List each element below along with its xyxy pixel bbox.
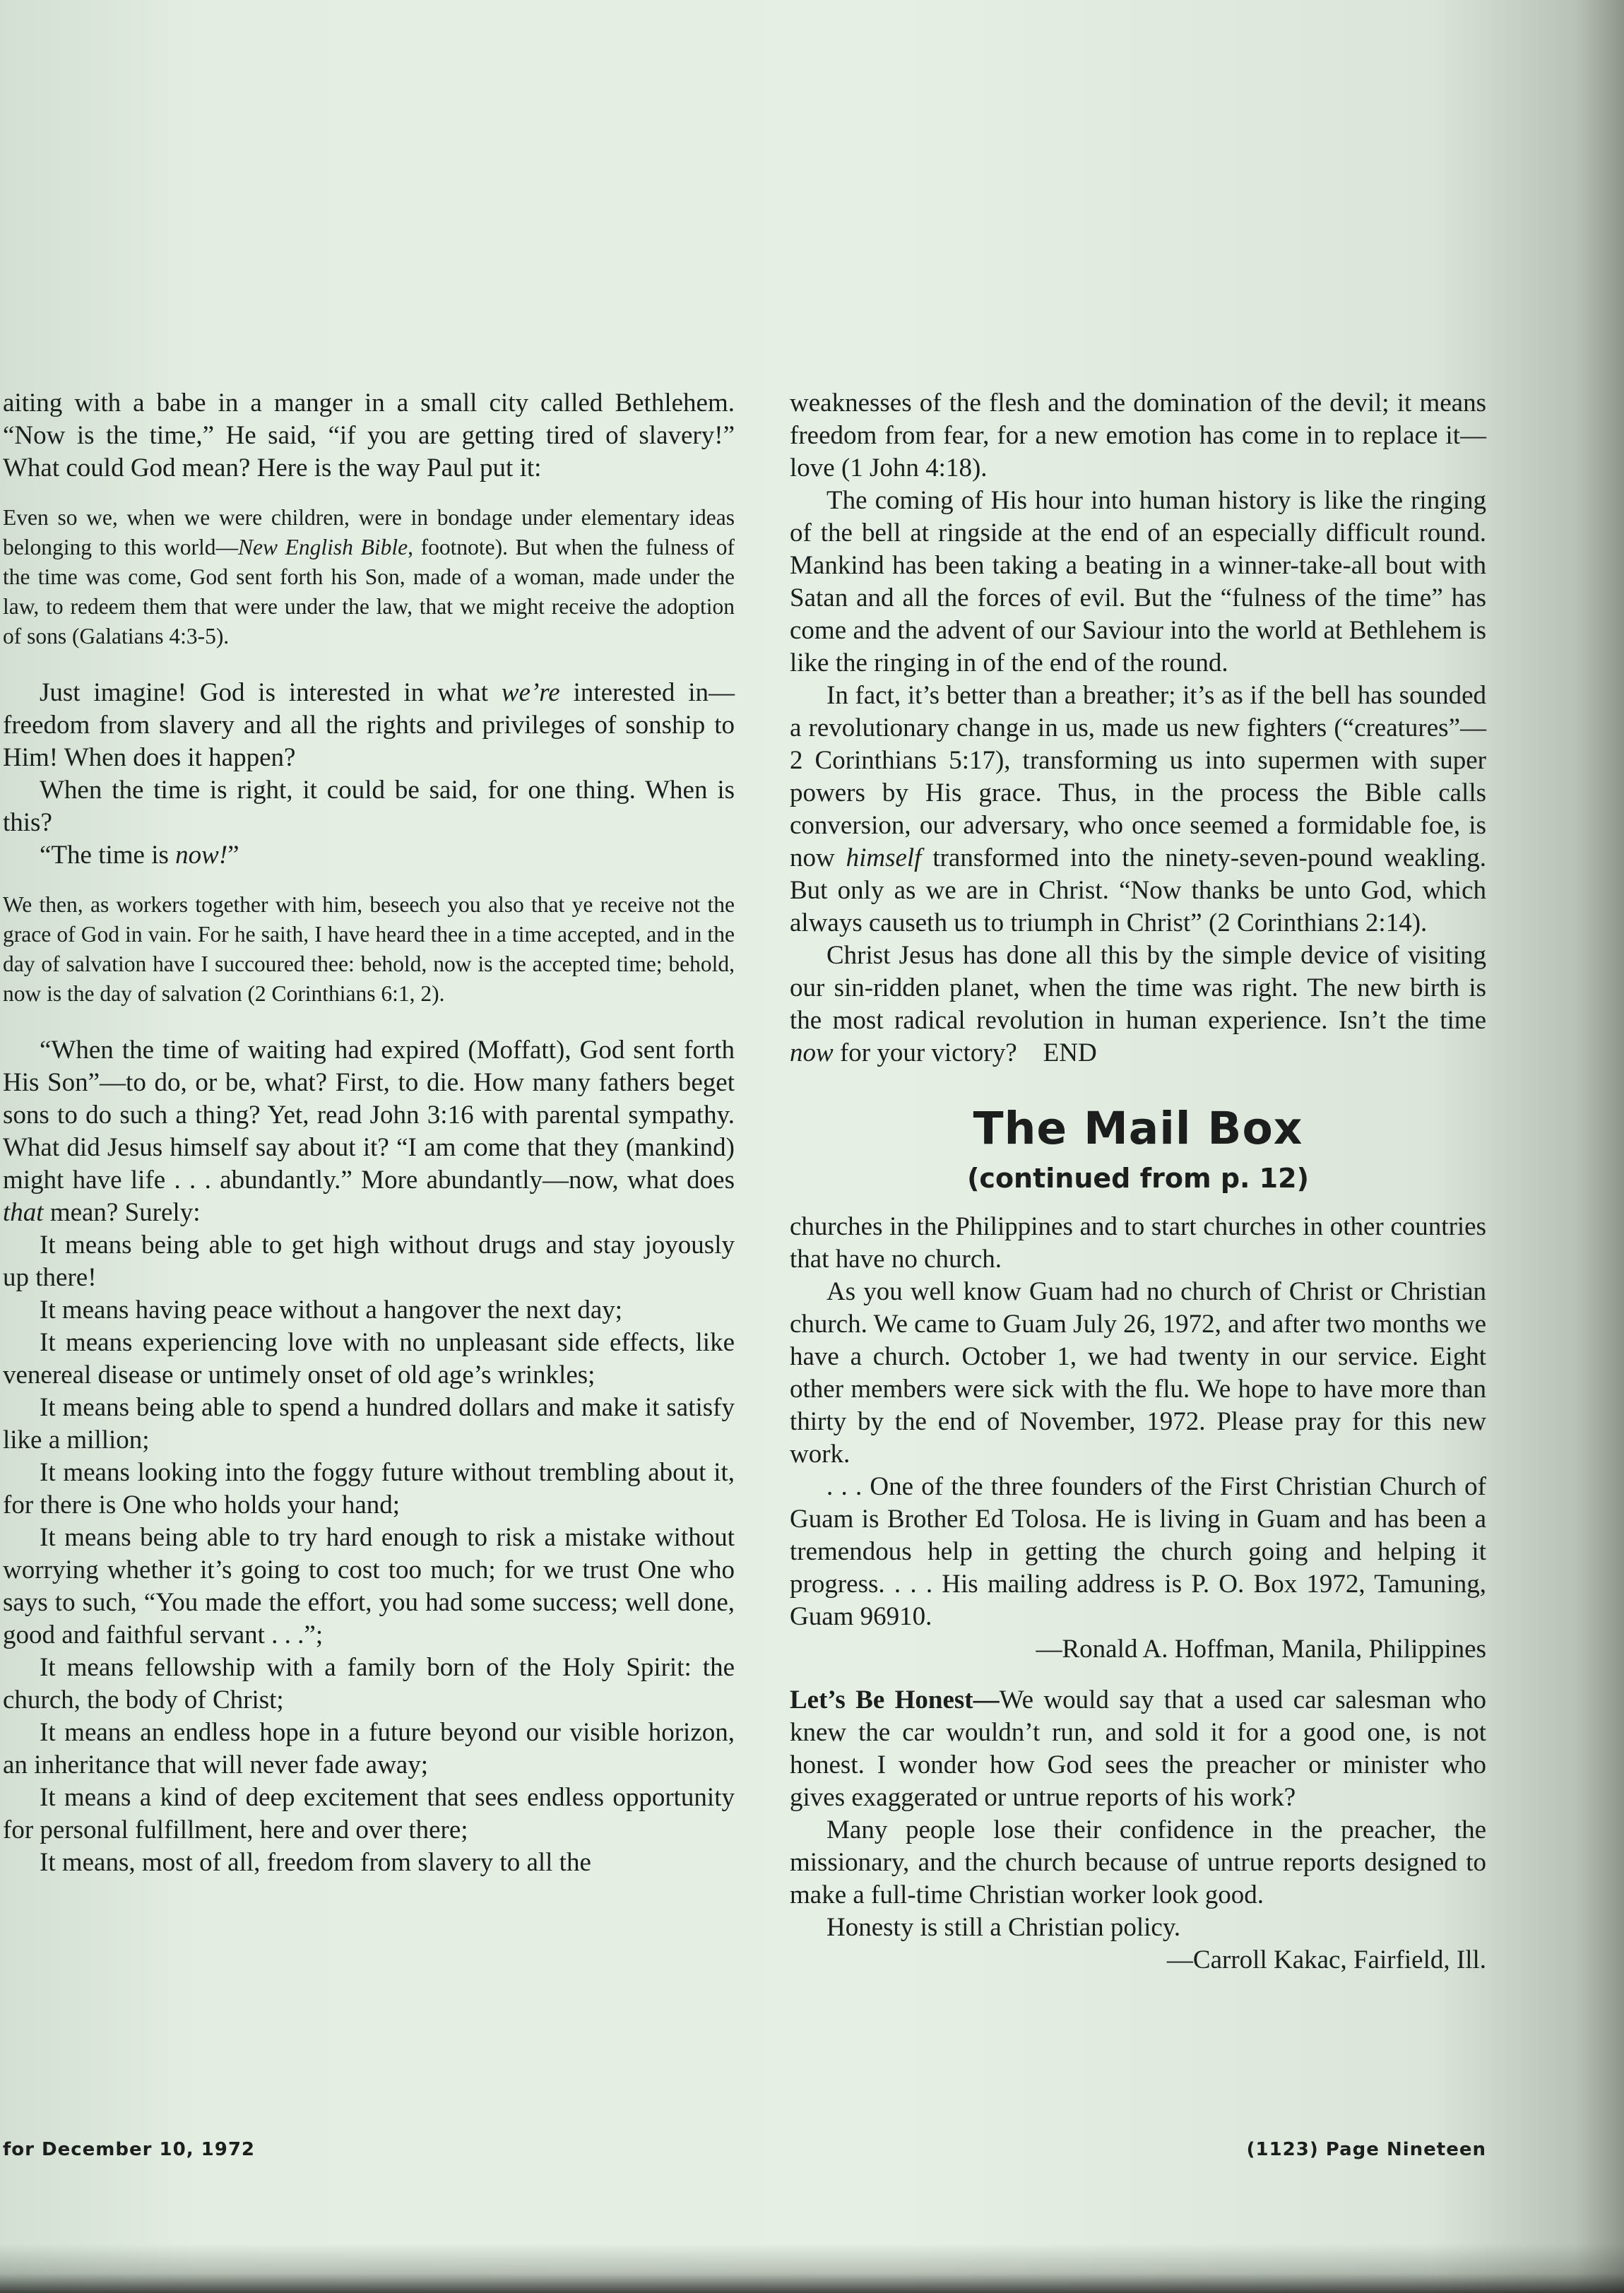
list-item: It means a kind of deep excitement that sees endless opportunity for personal fulfillment, here and over there; bbox=[3, 1783, 735, 1844]
letter-paragraph: Many people lose their confidence in the preacher, the missionary, and the church because of untrue reports designed to make a full-time Christian worker look good. bbox=[790, 1815, 1486, 1909]
paragraph: Just imagine! God is interested in what we’re interested in—freedom from slavery and all the rights and privileges of sonship to Him! When does it happen? bbox=[3, 678, 735, 772]
letter-signature: —Carroll Kakac, Fairfield, Ill. bbox=[1166, 1945, 1486, 1974]
letter-paragraph: churches in the Philippines and to start churches in other countries that have no church. bbox=[790, 1212, 1486, 1274]
letter-paragraph: Honesty is still a Christian policy. bbox=[826, 1913, 1181, 1942]
letter-paragraph: As you well know Guam had no church of Christ or Christian church. We came to Guam July 26, 1972, and after two months we have a church. October 1, we had twenty in our service. Eight other members were sick with the flu. We hope to have more than thirty by the end of November, 1972. Please pray for this new work. bbox=[790, 1277, 1486, 1469]
letter-signature: —Ronald A. Hoffman, Manila, Philippines bbox=[1036, 1635, 1486, 1664]
paragraph: In fact, it’s better than a breather; it’s as if the bell has sounded a revolutionary change in us, made us new fighters (“creatures”—2 Corinthians 5:17), transforming us into supermen with super powers by His grace. Thus, in the process the Bible calls conversion, our adversary, who once seemed a formidable foe, is now himself transformed into the ninety-seven-pound weakling. But only as we are in Christ. “Now thanks be unto God, which always causeth us to triumph in Christ” (2 Corinthians 2:14). bbox=[790, 681, 1486, 937]
end-mark: END bbox=[1043, 1038, 1097, 1067]
mailbox-heading: The Mail Box bbox=[973, 1103, 1303, 1154]
paragraph: aiting with a babe in a manger in a small city called Bethlehem. “Now is the time,” He said, “if you are getting tired of slavery!” What could God mean? Here is the way Paul put it: bbox=[3, 389, 735, 482]
list-item: It means looking into the foggy future without trembling about it, for there is One who holds your hand; bbox=[3, 1458, 735, 1519]
mailbox-subheading: (continued from p. 12) bbox=[967, 1163, 1309, 1194]
left-column bbox=[3, 387, 735, 1879]
list-item: It means, most of all, freedom from slavery to all the bbox=[40, 1848, 591, 1877]
blockquote-corinthians: We then, as workers together with him, beseech you also that ye receive not the grace of God in vain. For he saith, I have heard thee in a time accepted, and in the day of salvation have I succoured thee: behold, now is the accepted time; behold, now is the day of salvation (2 Corinthians 6:1, 2). bbox=[3, 892, 735, 1006]
list-item: It means fellowship with a family born of the Holy Spirit: the church, the body of Christ; bbox=[3, 1653, 735, 1714]
list-item: It means an endless hope in a future beyond our visible horizon, an inheritance that will never fade away; bbox=[3, 1718, 735, 1779]
list-item: It means being able to try hard enough to risk a mistake without worrying whether it’s going to cost too much; for we trust One who says to such, “You made the effort, you had some success; well done, good and faithful servant . . .”; bbox=[3, 1523, 735, 1649]
right-column bbox=[790, 387, 1486, 1977]
paragraph: When the time is right, it could be said, for one thing. When is this? bbox=[3, 776, 735, 837]
list-item: It means being able to spend a hundred dollars and make it satisfy like a million; bbox=[3, 1393, 735, 1454]
footer-date: for December 10, 1972 bbox=[3, 2139, 255, 2160]
page-edge-shadow bbox=[0, 2244, 1624, 2293]
paragraph: weaknesses of the flesh and the domination of the devil; it means freedom from fear, for a new emotion has come in to replace it—love (1 John 4:18). bbox=[790, 389, 1486, 482]
letter-paragraph: . . . One of the three founders of the First Christian Church of Guam is Brother Ed Tolosa. He is living in Guam and has been a tremendous help in getting the church going and helping it progress. . . . His mailing address is P. O. Box 1972, Tamuning, Guam 96910. bbox=[790, 1472, 1486, 1631]
list-item: It means being able to get high without drugs and stay joyously up there! bbox=[3, 1231, 735, 1292]
blockquote-galatians: Even so we, when we were children, were in bondage under elementary ideas belonging to this world—New English Bible, footnote). But when the fulness of the time was come, God sent forth his Son, made of a woman, made under the law, to redeem them that were under the law, that we might receive the adoption of sons (Galatians 4:3-5). bbox=[3, 505, 735, 648]
paragraph: Christ Jesus has done all this by the simple device of visiting our sin-ridden planet, when the time was right. The new birth is the most radical revolution in human experience. Isn’t the time now for your victory? END bbox=[790, 941, 1486, 1067]
list-item: It means having peace without a hangover the next day; bbox=[40, 1296, 623, 1325]
letter-paragraph: Let’s Be Honest—We would say that a used car salesman who knew the car wouldn’t run, and sold it for a good one, is not honest. I wonder how God sees the preacher or minister who gives exaggerated or untrue reports of his work? bbox=[790, 1685, 1486, 1812]
paragraph: “The time is now!” bbox=[40, 841, 239, 870]
paragraph: “When the time of waiting had expired (Moffatt), God sent forth His Son”—to do, or be, what? First, to die. How many fathers beget sons to do such a thing? Yet, read John 3:16 with parental sympathy. What did Jesus himself say about it? “I am come that they (mankind) might have life . . . abundantly.” More abundantly—now, what does that mean? Surely: bbox=[3, 1036, 735, 1227]
letter-run-in-heading: Let’s Be Honest— bbox=[790, 1685, 1000, 1714]
list-item: It means experiencing love with no unpleasant side effects, like venereal disease or untimely onset of old age’s wrinkles; bbox=[3, 1328, 735, 1390]
paragraph: The coming of His hour into human history is like the ringing of the bell at ringside at the end of an especially difficult round. Mankind has been taking a beating in a winner-take-all bout with Satan and all the forces of evil. But the “fulness of the time” has come and the advent of our Saviour into the world at Bethlehem is like the ringing in of the end of the round. bbox=[790, 486, 1486, 677]
footer-page-number: (1123) Page Nineteen bbox=[1246, 2139, 1486, 2160]
